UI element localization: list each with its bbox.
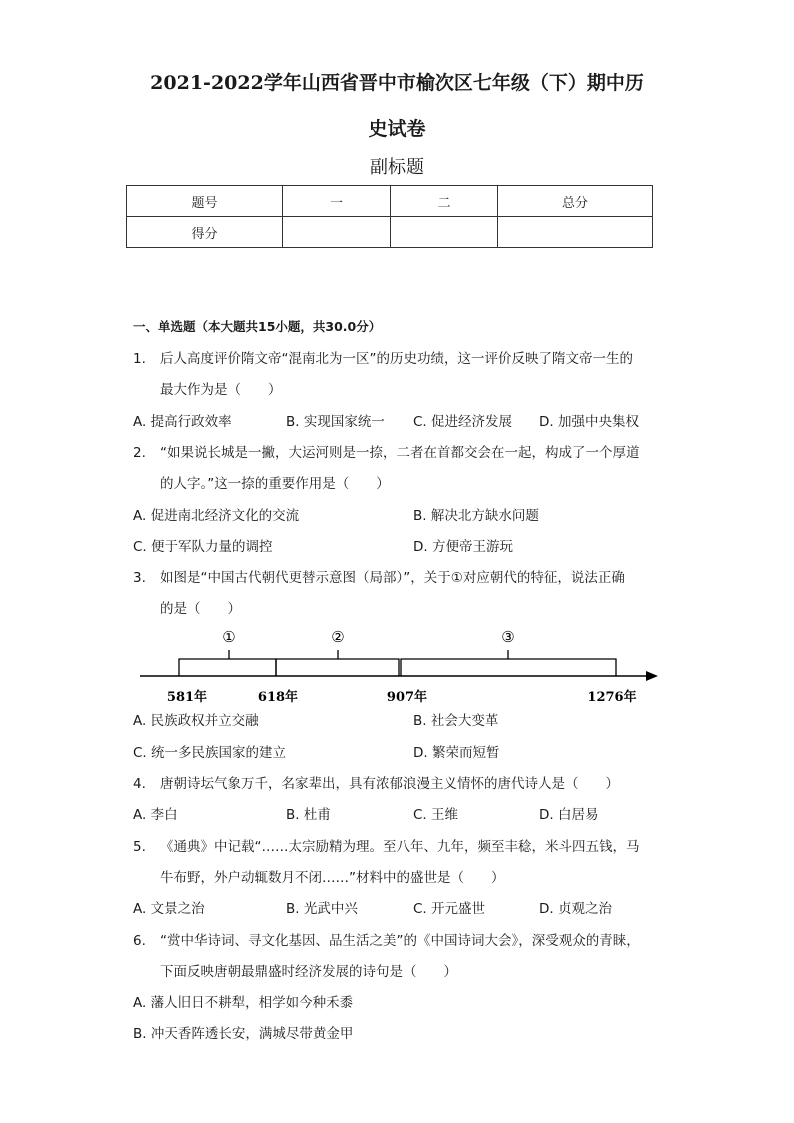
question-text-line: 唐朝诗坛气象万千，名家辈出，具有浓郁浪漫主义情怀的唐代诗人是（ ） [160,776,619,792]
score-table-score-row [127,217,653,248]
year-label-581: 581年 [166,690,208,705]
year-label-907: 907年 [386,690,428,705]
option-b[interactable]: B. 实现国家统一 [286,414,385,430]
option-c[interactable]: C. 促进经济发展 [413,414,513,430]
option-a[interactable]: A. 藩人旧日不耕犁，相学如今种禾黍 [133,995,354,1011]
dynasty-timeline-diagram [0,620,794,710]
option-d[interactable]: D. 加强中央集权 [539,414,639,430]
year-label-1276: 1276年 [587,690,637,705]
year-label-618: 618年 [257,690,299,705]
question-number: 5. [133,839,146,855]
score-table [126,185,653,248]
option-b[interactable]: B. 光武中兴 [286,901,358,917]
exam-subtitle: 副标题 [370,157,424,178]
question-number: 4. [133,776,146,792]
question-text-line: 牛布野，外户动辄数月不闭……”材料中的盛世是（ ） [160,870,505,886]
score-table-cell: 得分 [127,217,283,248]
question-text-line: “赏中华诗词、寻文化基因、品生活之美”的《中国诗词大会》，深受观众的青睐， [160,933,640,949]
option-a[interactable]: A. 民族政权并立交融 [133,713,259,729]
option-a[interactable]: A. 李白 [133,807,178,823]
question-text-line: “如果说长城是一撇，大运河则是一捺，二者在首都交会在一起，构成了一个厚道 [160,445,640,461]
score-table-cell [283,217,391,248]
score-table-cell: 总分 [498,186,653,217]
question-number: 3. [133,570,146,586]
option-b[interactable]: B. 杜甫 [286,807,331,823]
option-a[interactable]: A. 促进南北经济文化的交流 [133,508,300,524]
option-b[interactable]: B. 冲天香阵透长安，满城尽带黄金甲 [133,1026,354,1042]
question-text-line: 《通典》中记载“……太宗励精为理。至八年、九年，频至丰稔，米斗四五钱，马 [160,839,640,855]
period-label-3: ③ [501,628,515,646]
option-a[interactable]: A. 文景之治 [133,901,205,917]
score-table-cell: 题号 [127,186,283,217]
option-b[interactable]: B. 解决北方缺水问题 [413,508,539,524]
question-number: 6. [133,933,146,949]
period-bracket-1 [179,659,276,676]
timeline-arrow-head [646,671,658,681]
exam-title-line-1: 2021-2022学年山西省晋中市榆次区七年级（下）期中历 [150,72,644,94]
question-text-line: 最大作为是（ ） [160,382,282,398]
question-text-line: 如图是“中国古代朝代更替示意图（局部）”，关于①对应朝代的特征，说法正确 [160,570,625,586]
option-d[interactable]: D. 白居易 [539,807,599,823]
period-bracket-2 [276,659,399,676]
option-c[interactable]: C. 统一多民族国家的建立 [133,745,287,761]
option-d[interactable]: D. 贞观之治 [539,901,612,917]
score-table-cell: 二 [391,186,498,217]
option-b[interactable]: B. 社会大变革 [413,713,499,729]
question-number: 2. [133,445,146,461]
score-table-cell: 一 [283,186,391,217]
question-text-line: 的人字。”这一捺的重要作用是（ ） [160,476,390,492]
section-heading: 一、单选题（本大题共15小题，共30.0分） [133,319,382,334]
period-label-2: ② [331,628,345,646]
option-c[interactable]: C. 王维 [413,807,459,823]
question-text-line: 后人高度评价隋文帝“混南北为一区”的历史功绩，这一评价反映了隋文帝一生的 [160,351,633,367]
question-text-line: 的是（ ） [160,601,241,617]
score-table-cell [391,217,498,248]
score-table-cell [498,217,653,248]
option-c[interactable]: C. 开元盛世 [413,901,486,917]
option-c[interactable]: C. 便于军队力量的调控 [133,539,273,555]
period-label-1: ① [222,628,236,646]
question-text-line: 下面反映唐朝最鼎盛时经济发展的诗句是（ ） [160,964,457,980]
question-number: 1. [133,351,146,367]
option-d[interactable]: D. 繁荣而短暂 [413,745,500,761]
period-bracket-3 [401,659,616,676]
option-a[interactable]: A. 提高行政效率 [133,414,232,430]
exam-title-line-2: 史试卷 [368,118,426,140]
score-table-header-row [127,186,653,217]
option-d[interactable]: D. 方便帝王游玩 [413,539,513,555]
